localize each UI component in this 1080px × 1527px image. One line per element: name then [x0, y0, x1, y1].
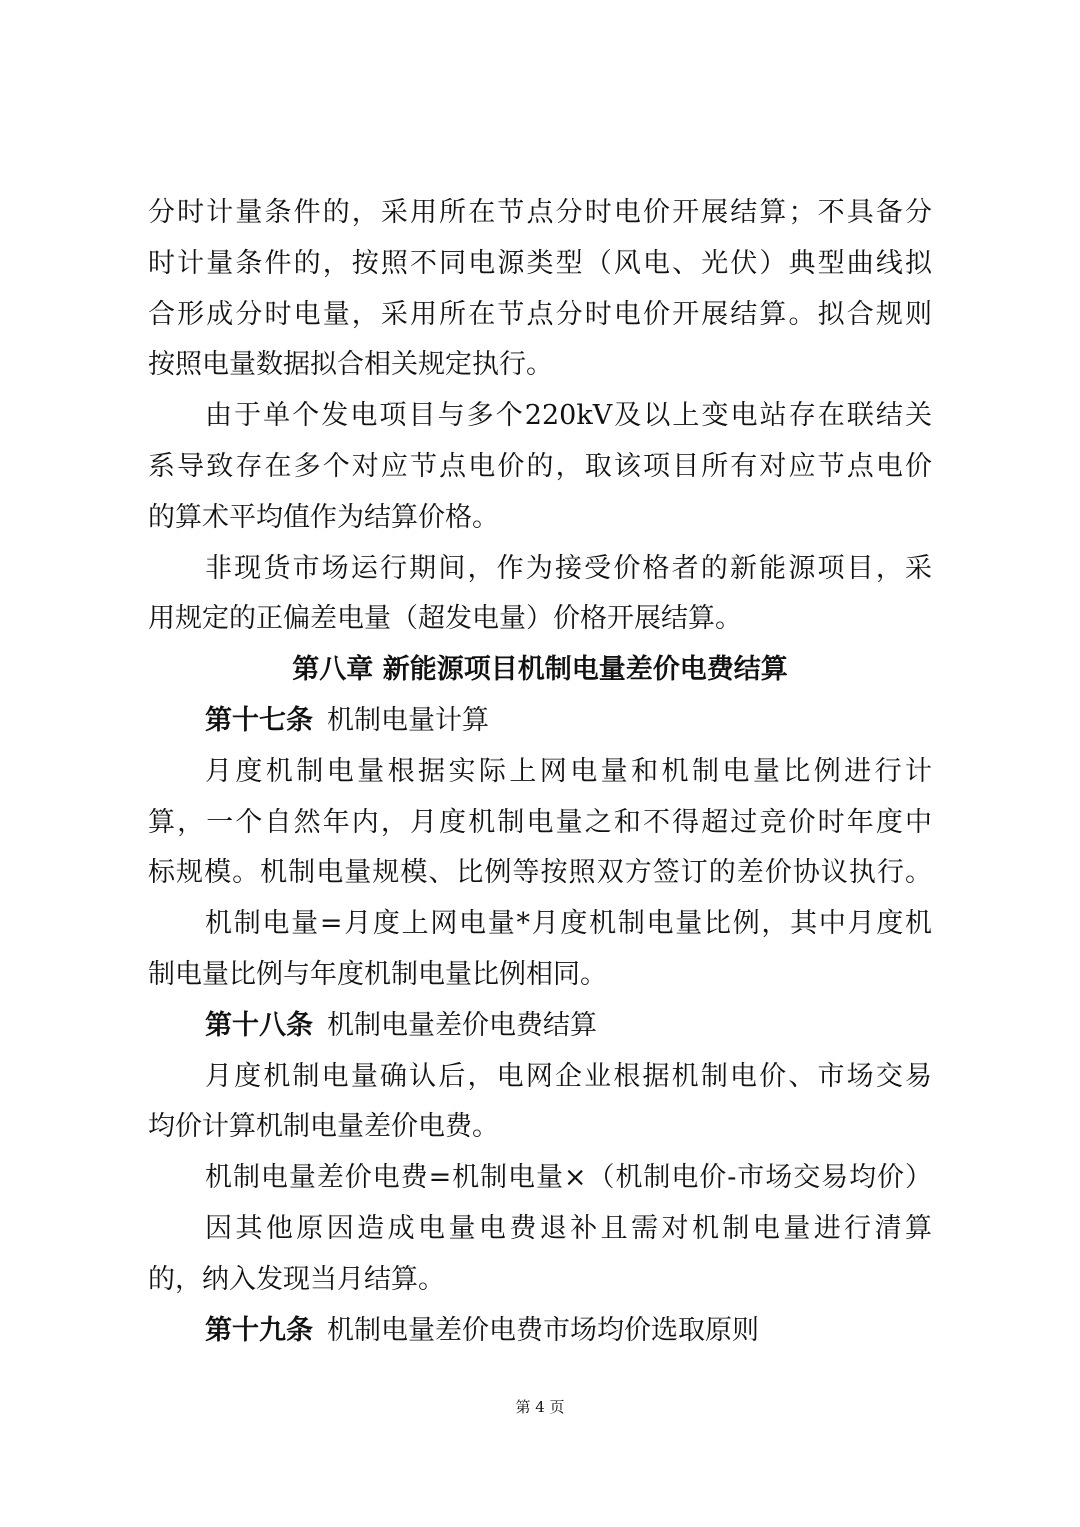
article-label: 第十九条 [205, 1314, 313, 1346]
page-number: 第 4 页 [515, 1398, 565, 1416]
formula-line: 机制电量差价电费=机制电量×（机制电价-市场交易均价） [205, 1162, 932, 1194]
text-line: 制电量比例与年度机制电量比例相同。 [148, 958, 607, 990]
document-body [148, 188, 932, 1356]
article-heading [148, 1306, 932, 1357]
article-heading [148, 1001, 932, 1052]
text-line: 标规模。机制电量规模、比例等按照双方签订的差价协议执行。 [148, 857, 932, 889]
article-title: 机制电量差价电费结算 [327, 1009, 597, 1041]
article-label: 第十八条 [205, 1009, 313, 1041]
text-line: 因其他原因造成电量电费退补且需对机制电量进行清算 [205, 1212, 932, 1244]
text-line: 机制电量=月度上网电量*月度机制电量比例，其中月度机 [205, 908, 932, 940]
text-line: 按照电量数据拟合相关规定执行。 [148, 349, 553, 381]
text-line: 系导致存在多个对应节点电价的，取该项目所有对应节点电价 [148, 450, 932, 482]
article-label: 第十七条 [205, 704, 313, 736]
chapter-title: 第八章 新能源项目机制电量差价电费结算 [292, 654, 788, 686]
text-line: 的算术平均值作为结算价格。 [148, 501, 499, 533]
text-line: 非现货市场运行期间，作为接受价格者的新能源项目，采 [205, 552, 932, 584]
text-line: 的，纳入发现当月结算。 [148, 1263, 445, 1295]
text-line: 均价计算机制电量差价电费。 [148, 1111, 499, 1143]
article-title: 机制电量计算 [327, 704, 489, 736]
article-heading [148, 696, 932, 747]
text-line: 算，一个自然年内，月度机制电量之和不得超过竞价时年度中 [148, 806, 932, 838]
text-line: 月度机制电量确认后，电网企业根据机制电价、市场交易 [205, 1060, 932, 1092]
text-line: 分时计量条件的，采用所在节点分时电价开展结算；不具备分 [148, 197, 932, 228]
text-line: 由于单个发电项目与多个220kV及以上变电站存在联结关 [205, 400, 932, 432]
text-line: 时计量条件的，按照不同电源类型（风电、光伏）典型曲线拟 [148, 247, 932, 279]
text-line: 用规定的正偏差电量（超发电量）价格开展结算。 [148, 603, 742, 635]
text-line: 合形成分时电量，采用所在节点分时电价开展结算。拟合规则 [148, 298, 932, 330]
text-line: 月度机制电量根据实际上网电量和机制电量比例进行计 [205, 755, 932, 787]
article-title: 机制电量差价电费市场均价选取原则 [327, 1314, 759, 1346]
